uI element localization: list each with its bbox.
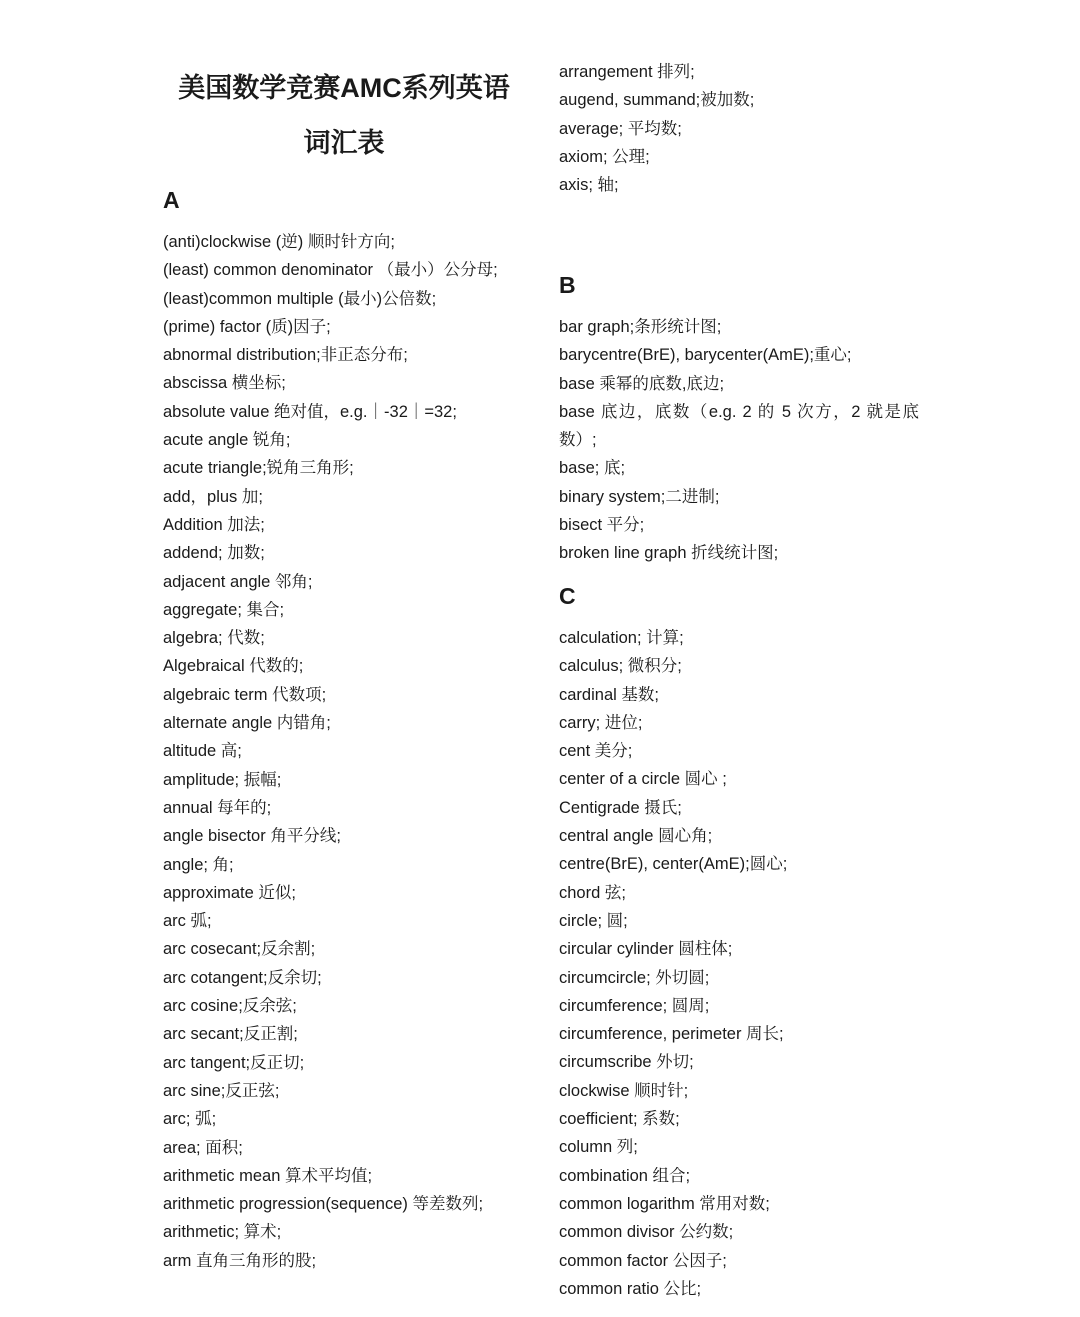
vocab-entry: acute angle 锐角; bbox=[163, 431, 291, 450]
vocab-entry: base 底边，底数（e.g. 2 的 5 次方，2 就是底数）; bbox=[559, 402, 919, 450]
vocab-entry: arc 弧; bbox=[163, 912, 212, 931]
vocab-entry: arm 直角三角形的股; bbox=[163, 1251, 317, 1270]
vocab-entry: arc cosine;反余弦; bbox=[163, 997, 297, 1016]
vocab-entry: circumcircle; 外切圆; bbox=[559, 968, 710, 987]
vocab-entry: add，plus 加; bbox=[163, 487, 263, 506]
vocab-entry: bar graph;条形统计图; bbox=[559, 318, 722, 336]
vocab-entry: base; 底; bbox=[559, 459, 626, 478]
vocab-entry: arithmetic progression(sequence) 等差数列; bbox=[163, 1195, 484, 1214]
vocab-entry: axiom; 公理; bbox=[559, 147, 650, 166]
vocab-entry: augend, summand;被加数; bbox=[559, 91, 755, 110]
vocab-entry: abscissa 横坐标; bbox=[163, 374, 286, 393]
vocab-entry: bisect 平分; bbox=[559, 516, 645, 535]
vocab-entry: aggregate; 集合; bbox=[163, 600, 285, 619]
vocab-entry: arc; 弧; bbox=[163, 1110, 217, 1129]
vocab-entry: abnormal distribution;非正态分布; bbox=[163, 346, 408, 365]
vocab-entry: common factor 公因子; bbox=[559, 1251, 727, 1270]
vocab-entry: angle; 角; bbox=[163, 855, 234, 874]
vocab-entry: arithmetic mean 算术平均值; bbox=[163, 1166, 373, 1185]
vocab-entry: arrangement 排列; bbox=[559, 63, 695, 81]
vocab-entry: average; 平均数; bbox=[559, 119, 682, 138]
vocab-entry: circumscribe 外切; bbox=[559, 1053, 694, 1072]
vocab-entry: circumference; 圆周; bbox=[559, 996, 710, 1015]
vocab-entry: center of a circle 圆心 ; bbox=[559, 770, 727, 789]
vocab-entry: Centigrade 摄氏; bbox=[559, 798, 682, 817]
vocab-entry: circle; 圆; bbox=[559, 911, 628, 930]
vocab-entry: absolute value 绝对值，e.g.｜-32｜=32; bbox=[163, 402, 457, 421]
vocab-entry: cent 美分; bbox=[559, 742, 633, 761]
vocab-entry: barycentre(BrE), barycenter(AmE);重心; bbox=[559, 346, 852, 365]
vocab-entry: Addition 加法; bbox=[163, 515, 265, 534]
vocab-entry: arithmetic; 算术; bbox=[163, 1223, 282, 1242]
vocab-entry: common ratio 公比; bbox=[559, 1279, 702, 1298]
vocab-entry: alternate angle 内错角; bbox=[163, 714, 331, 733]
vocab-entry: (anti)clockwise (逆) 顺时针方向; bbox=[163, 233, 395, 251]
section-header-a: A bbox=[163, 187, 180, 213]
vocab-entry: centre(BrE), center(AmE);圆心; bbox=[559, 855, 788, 874]
vocab-entry: common divisor 公约数; bbox=[559, 1223, 734, 1242]
section-header-b: B bbox=[559, 272, 576, 298]
vocab-entry: arc tangent;反正切; bbox=[163, 1053, 305, 1072]
vocab-entry: common logarithm 常用对数; bbox=[559, 1194, 770, 1213]
vocab-entry: carry; 进位; bbox=[559, 713, 643, 732]
vocab-entry: acute triangle;锐角三角形; bbox=[163, 459, 354, 478]
document-title: 美国数学竞赛AMC系列英语 bbox=[178, 73, 510, 103]
vocab-entry: annual 每年的; bbox=[163, 798, 272, 817]
vocab-entry: calculus; 微积分; bbox=[559, 657, 682, 676]
vocab-entry: circumference, perimeter 周长; bbox=[559, 1025, 784, 1044]
vocab-entry: approximate 近似; bbox=[163, 883, 296, 902]
vocab-entry: arc cosecant;反余割; bbox=[163, 940, 316, 959]
vocab-entry: cardinal 基数; bbox=[559, 685, 659, 704]
section-a-continued-list bbox=[559, 58, 919, 199]
vocab-entry: central angle 圆心角; bbox=[559, 827, 713, 846]
vocab-entry: addend; 加数; bbox=[163, 544, 265, 563]
vocab-entry: column 列; bbox=[559, 1138, 638, 1157]
vocab-entry: altitude 高; bbox=[163, 742, 242, 761]
vocab-entry: clockwise 顺时针; bbox=[559, 1081, 689, 1100]
document-subtitle: 词汇表 bbox=[303, 128, 385, 158]
vocab-entry: angle bisector 角平分线; bbox=[163, 827, 341, 846]
vocab-entry: calculation; 计算; bbox=[559, 629, 684, 647]
vocab-entry: (least) common denominator （最小）公分母; bbox=[163, 261, 498, 280]
vocab-entry: coefficient; 系数; bbox=[559, 1110, 680, 1129]
vocab-entry: circular cylinder 圆柱体; bbox=[559, 940, 733, 959]
section-b-list bbox=[559, 313, 919, 568]
vocab-entry: area; 面积; bbox=[163, 1138, 243, 1157]
vocab-entry: (prime) factor (质)因子; bbox=[163, 317, 331, 336]
section-c-list bbox=[559, 624, 919, 1303]
vocab-entry: base 乘幂的底数,底边; bbox=[559, 374, 725, 393]
section-a-list bbox=[163, 228, 525, 1275]
vocab-entry: adjacent angle 邻角; bbox=[163, 572, 313, 591]
vocab-entry: binary system;二进制; bbox=[559, 487, 720, 506]
vocab-entry: algebraic term 代数项; bbox=[163, 685, 327, 704]
vocab-entry: Algebraical 代数的; bbox=[163, 657, 304, 676]
vocab-entry: combination 组合; bbox=[559, 1166, 691, 1185]
vocab-entry: (least)common multiple (最小)公倍数; bbox=[163, 289, 437, 308]
section-header-c: C bbox=[559, 583, 576, 609]
vocab-entry: algebra; 代数; bbox=[163, 629, 265, 648]
vocab-entry: arc sine;反正弦; bbox=[163, 1081, 280, 1100]
vocab-entry: arc cotangent;反余切; bbox=[163, 968, 322, 987]
vocab-entry: axis; 轴; bbox=[559, 176, 619, 195]
vocab-entry: broken line graph 折线统计图; bbox=[559, 544, 779, 563]
vocab-entry: amplitude; 振幅; bbox=[163, 770, 282, 789]
vocab-entry: chord 弦; bbox=[559, 883, 626, 902]
vocab-entry: arc secant;反正割; bbox=[163, 1025, 298, 1044]
